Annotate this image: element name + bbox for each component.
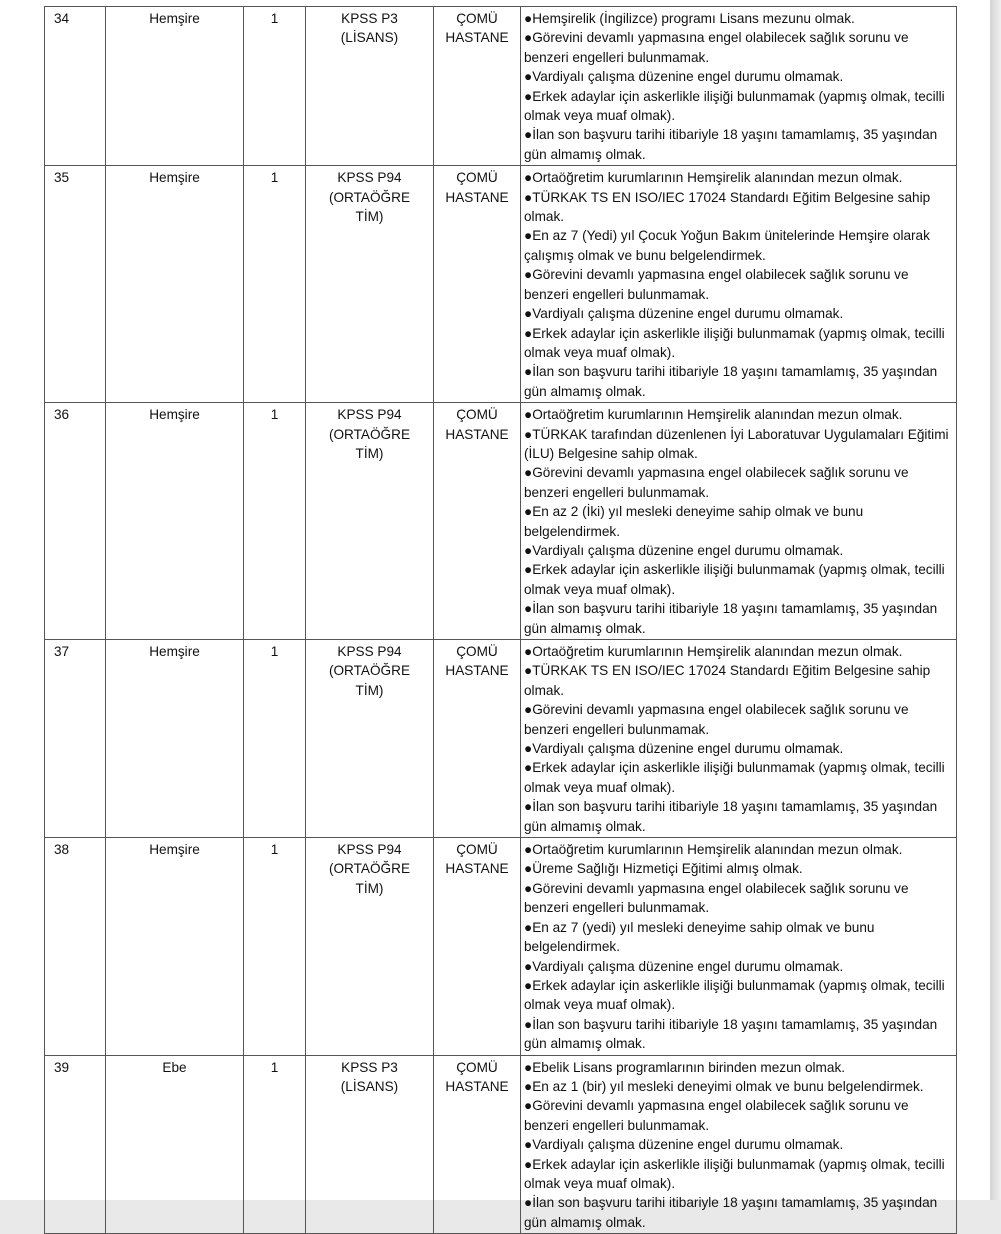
kpss-score-cell bbox=[306, 403, 434, 640]
kpss-score-cell bbox=[306, 7, 434, 166]
requirement-item: ●Ortaöğretim kurumlarının Hemşirelik alanından mezun olmak. bbox=[524, 644, 903, 659]
unit-line: ÇOMÜ bbox=[456, 644, 498, 659]
requirement-item: ●İlan son başvuru tarihi itibariyle 18 yaşını tamamlamış, 35 yaşından gün almamış olmak. bbox=[524, 1195, 938, 1230]
requirements-cell bbox=[521, 403, 957, 640]
unit-line: HASTANE bbox=[445, 189, 509, 205]
unit-line: HASTANE bbox=[445, 426, 509, 442]
requirement-item: ●Erkek adaylar için askerlikle ilişiği bulunmamak (yapmış olmak, tecilli olmak veya muaf olmak). bbox=[524, 977, 945, 1013]
requirement-item: ●İlan son başvuru tarihi itibariyle 18 yaşını tamamlamış, 35 yaşından gün almamış olmak. bbox=[524, 799, 938, 834]
position-title-cell: Hemşire bbox=[106, 403, 244, 640]
kpss-line: KPSS P94 bbox=[337, 407, 402, 423]
requirement-item: ●İlan son başvuru tarihi itibariyle 18 yaşını tamamlamış, 35 yaşından gün almamış olmak. bbox=[524, 364, 938, 399]
requirement-item: ●Görevini devamlı yapmasına engel olabilecek sağlık sorunu ve benzeri engelleri bulunmamak. bbox=[524, 267, 909, 302]
positions-table bbox=[44, 6, 957, 1234]
requirement-item: ●TÜRKAK tarafından düzenlenen İyi Laboratuvar Uygulamaları Eğitimi (İLU) Belgesine sahip olmak. bbox=[524, 426, 949, 461]
unit-cell bbox=[434, 1055, 521, 1234]
unit-line: HASTANE bbox=[445, 1078, 509, 1094]
kpss-line: KPSS P94 bbox=[337, 170, 402, 186]
requirement-item: ●Görevini devamlı yapmasına engel olabilecek sağlık sorunu ve benzeri engelleri bulunmamak. bbox=[524, 30, 909, 65]
kpss-line: (ORTAÖĞRE bbox=[328, 189, 411, 205]
table-row bbox=[45, 838, 957, 1055]
kpss-score-cell bbox=[306, 166, 434, 403]
requirement-item: ●Erkek adaylar için askerlikle ilişiği bulunmamak (yapmış olmak, tecilli olmak veya muaf olmak). bbox=[524, 1156, 945, 1191]
requirements-cell bbox=[521, 838, 957, 1055]
kpss-line: TİM) bbox=[355, 682, 384, 698]
kpss-score-cell bbox=[306, 838, 434, 1055]
position-count-cell: 1 bbox=[244, 640, 306, 838]
table-row bbox=[45, 7, 957, 166]
requirement-item: ●İlan son başvuru tarihi itibariyle 18 yaşını tamamlamış, 35 yaşından gün almamış olmak. bbox=[524, 127, 938, 162]
requirement-item: ●Üreme Sağlığı Hizmetiçi Eğitimi almış olmak. bbox=[524, 861, 803, 877]
unit-cell bbox=[434, 403, 521, 640]
position-count-cell: 1 bbox=[244, 403, 306, 640]
requirement-item: ●Vardiyalı çalışma düzenine engel durumu olmamak. bbox=[524, 306, 844, 322]
requirement-item: ●Ebelik Lisans programlarının birinden mezun olmak. bbox=[524, 1059, 846, 1075]
position-title-cell: Hemşire bbox=[106, 640, 244, 838]
requirement-item: ●Vardiyalı çalışma düzenine engel durumu olmamak. bbox=[524, 1137, 844, 1153]
positions-table-body bbox=[45, 7, 957, 1234]
requirements-cell bbox=[521, 1055, 957, 1234]
kpss-line: TİM) bbox=[355, 209, 384, 225]
row-number-cell: 39 bbox=[45, 1055, 106, 1234]
requirement-item: ●En az 7 (Yedi) yıl Çocuk Yoğun Bakım ünitelerinde Hemşire olarak çalışmış olmak ve bunu belgelendirmek. bbox=[524, 228, 930, 263]
position-count-cell: 1 bbox=[244, 166, 306, 403]
kpss-line: (ORTAÖĞRE bbox=[328, 426, 411, 442]
unit-line: HASTANE bbox=[445, 663, 509, 679]
unit-line: ÇOMÜ bbox=[456, 407, 498, 423]
requirement-item: ●En az 2 (İki) yıl mesleki deneyime sahip olmak ve bunu belgelendirmek. bbox=[524, 504, 864, 539]
position-count-cell: 1 bbox=[244, 1055, 306, 1234]
kpss-score-cell bbox=[306, 1055, 434, 1234]
unit-cell bbox=[434, 838, 521, 1055]
kpss-score-cell bbox=[306, 640, 434, 838]
row-number-cell: 35 bbox=[45, 166, 106, 403]
kpss-line: (ORTAÖĞRE bbox=[328, 663, 411, 679]
requirements-cell bbox=[521, 166, 957, 403]
kpss-line: TİM) bbox=[355, 880, 384, 896]
requirement-item: ●Vardiyalı çalışma düzenine engel durumu olmamak. bbox=[524, 741, 844, 757]
table-row bbox=[45, 1055, 957, 1234]
table-row bbox=[45, 403, 957, 640]
kpss-line: KPSS P94 bbox=[337, 842, 402, 858]
requirement-item: ●Erkek adaylar için askerlikle ilişiği bulunmamak (yapmış olmak, tecilli olmak veya muaf olmak). bbox=[524, 562, 945, 597]
position-title-cell: Hemşire bbox=[106, 838, 244, 1055]
requirement-item: ●En az 7 (yedi) yıl mesleki deneyime sahip olmak ve bunu belgelendirmek. bbox=[524, 919, 875, 955]
requirement-item: ●Ortaöğretim kurumlarının Hemşirelik alanından mezun olmak. bbox=[524, 407, 903, 423]
kpss-line: TİM) bbox=[355, 445, 384, 461]
requirement-item: ●Erkek adaylar için askerlikle ilişiği bulunmamak (yapmış olmak, tecilli olmak veya muaf olmak). bbox=[524, 760, 945, 795]
requirement-item: ●Vardiyalı çalışma düzenine engel durumu olmamak. bbox=[524, 958, 844, 974]
requirement-item: ●Ortaöğretim kurumlarının Hemşirelik alanından mezun olmak. bbox=[524, 842, 903, 858]
requirement-item: ●Görevini devamlı yapmasına engel olabilecek sağlık sorunu ve benzeri engelleri bulunmamak. bbox=[524, 465, 909, 500]
unit-cell bbox=[434, 640, 521, 838]
row-number-cell: 38 bbox=[45, 838, 106, 1055]
kpss-line: KPSS P3 bbox=[341, 1059, 398, 1075]
kpss-line: (LİSANS) bbox=[340, 1078, 399, 1094]
position-count-cell: 1 bbox=[244, 7, 306, 166]
requirement-item: ●Görevini devamlı yapmasına engel olabilecek sağlık sorunu ve benzeri engelleri bulunmamak. bbox=[524, 702, 909, 737]
row-number-cell: 37 bbox=[45, 640, 106, 838]
unit-line: HASTANE bbox=[445, 861, 509, 877]
requirement-item: ●Erkek adaylar için askerlikle ilişiği bulunmamak (yapmış olmak, tecilli olmak veya muaf olmak). bbox=[524, 325, 945, 360]
requirement-item: ●Vardiyalı çalışma düzenine engel durumu olmamak. bbox=[524, 69, 844, 85]
kpss-line: KPSS P3 bbox=[341, 11, 398, 26]
requirement-item: ●Vardiyalı çalışma düzenine engel durumu olmamak. bbox=[524, 542, 844, 558]
unit-cell bbox=[434, 166, 521, 403]
requirements-cell bbox=[521, 7, 957, 166]
kpss-line: (LİSANS) bbox=[340, 30, 399, 46]
position-count-cell: 1 bbox=[244, 838, 306, 1055]
requirement-item: ●Erkek adaylar için askerlikle ilişiği bulunmamak (yapmış olmak, tecilli olmak veya muaf olmak). bbox=[524, 88, 945, 124]
page-edge-shadow bbox=[990, 0, 1001, 1200]
requirement-item: ●İlan son başvuru tarihi itibariyle 18 yaşını tamamlamış, 35 yaşından gün almamış olmak. bbox=[524, 1016, 938, 1052]
unit-cell bbox=[434, 7, 521, 166]
requirement-item: ●TÜRKAK TS EN ISO/IEC 17024 Standardı Eğitim Belgesine sahip olmak. bbox=[524, 663, 931, 698]
position-title-cell: Ebe bbox=[106, 1055, 244, 1234]
requirement-item: ●Görevini devamlı yapmasına engel olabilecek sağlık sorunu ve benzeri engelleri bulunmamak. bbox=[524, 1098, 909, 1133]
row-number-cell: 36 bbox=[45, 403, 106, 640]
kpss-line: (ORTAÖĞRE bbox=[328, 861, 411, 877]
requirements-cell bbox=[521, 640, 957, 838]
requirement-item: ●En az 1 (bir) yıl mesleki deneyimi olmak ve bunu belgelendirmek. bbox=[524, 1078, 924, 1094]
requirement-item: ●Görevini devamlı yapmasına engel olabilecek sağlık sorunu ve benzeri engelleri bulunmamak. bbox=[524, 880, 909, 916]
requirement-item: ●Hemşirelik (İngilizce) programı Lisans mezunu olmak. bbox=[524, 11, 855, 26]
table-row bbox=[45, 166, 957, 403]
unit-line: ÇOMÜ bbox=[456, 170, 498, 186]
unit-line: ÇOMÜ bbox=[456, 1059, 498, 1075]
requirement-item: ●Ortaöğretim kurumlarının Hemşirelik alanından mezun olmak. bbox=[524, 170, 903, 186]
requirement-item: ●TÜRKAK TS EN ISO/IEC 17024 Standardı Eğitim Belgesine sahip olmak. bbox=[524, 189, 931, 225]
position-title-cell: Hemşire bbox=[106, 7, 244, 166]
position-title-cell: Hemşire bbox=[106, 166, 244, 403]
row-number-cell: 34 bbox=[45, 7, 106, 166]
unit-line: ÇOMÜ bbox=[456, 842, 498, 858]
unit-line: ÇOMÜ bbox=[456, 11, 498, 26]
unit-line: HASTANE bbox=[445, 30, 509, 46]
requirement-item: ●İlan son başvuru tarihi itibariyle 18 yaşını tamamlamış, 35 yaşından gün almamış olmak. bbox=[524, 601, 938, 636]
kpss-line: KPSS P94 bbox=[337, 644, 402, 659]
table-row bbox=[45, 640, 957, 838]
